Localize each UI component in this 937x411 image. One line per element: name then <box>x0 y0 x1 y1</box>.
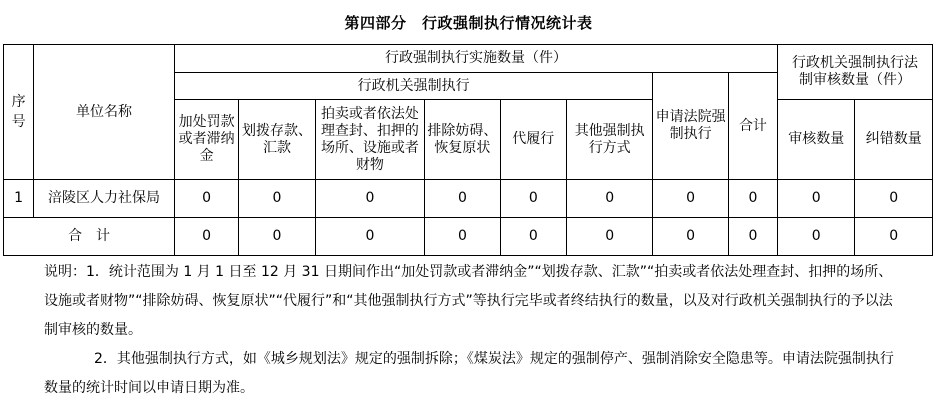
notes-section <box>44 258 904 403</box>
header-impl-count: 行政强制执行实施数量（件） <box>174 45 777 73</box>
total-row <box>4 218 933 256</box>
row-unit: 涪陵区人力社保局 <box>34 180 175 218</box>
header-col-auction: 拍卖或者依法处理查封、扣押的场所、设施或者财物 <box>315 100 425 180</box>
total-value: 0 <box>239 218 315 256</box>
row-value: 0 <box>315 180 425 218</box>
row-value: 0 <box>855 180 933 218</box>
row-seq: 1 <box>4 180 34 218</box>
row-value: 0 <box>500 180 566 218</box>
header-court-apply: 申请法院强制执行 <box>653 73 728 180</box>
total-value: 0 <box>315 218 425 256</box>
total-value: 0 <box>425 218 500 256</box>
total-label: 合 计 <box>4 218 175 256</box>
note-2: 2．其他强制执行方式，如《城乡规划法》规定的强制拆除；《煤炭法》规定的强制停产、强制消除安全隐患等。申请法院强制执行数量的统计时间以申请日期为准。 <box>44 351 894 396</box>
header-review-correct: 纠错数量 <box>855 100 933 180</box>
header-admin-exec: 行政机关强制执行 <box>174 73 653 100</box>
total-value: 0 <box>728 218 777 256</box>
enforcement-stats-table <box>3 44 933 256</box>
header-col-substitute: 代履行 <box>500 100 566 180</box>
total-value: 0 <box>653 218 728 256</box>
report-title: 第四部分 行政强制执行情况统计表 <box>344 14 593 32</box>
header-review-audit: 审核数量 <box>778 100 855 180</box>
row-value: 0 <box>653 180 728 218</box>
row-value: 0 <box>728 180 777 218</box>
header-col-fine: 加处罚款或者滞纳金 <box>174 100 238 180</box>
total-value: 0 <box>500 218 566 256</box>
header-col-remove: 排除妨碍、恢复原状 <box>425 100 500 180</box>
header-seq: 序号 <box>4 45 34 180</box>
row-value: 0 <box>566 180 652 218</box>
total-value: 0 <box>778 218 855 256</box>
total-value: 0 <box>174 218 238 256</box>
header-unit-name: 单位名称 <box>34 45 175 180</box>
total-value: 0 <box>566 218 652 256</box>
row-value: 0 <box>778 180 855 218</box>
header-col-other: 其他强制执行方式 <box>566 100 652 180</box>
row-value: 0 <box>174 180 238 218</box>
total-value: 0 <box>855 218 933 256</box>
header-review-count: 行政机关强制执行法制审核数量（件） <box>778 45 933 100</box>
header-col-transfer: 划拨存款、汇款 <box>239 100 315 180</box>
note-1: 说明：1．统计范围为 1 月 1 日至 12 月 31 日期间作出“加处罚款或者滞纳金”“划拨存款、汇款”“拍卖或者依法处理查封、扣押的场所、设施或者财物”“排除妨碍、恢复原状”“代履行”和“其他强制执行方式”等执行完毕或者终结执行的数量，以及对行政机关强制执行的予以法制审核的数量。 <box>44 264 893 338</box>
header-subtotal: 合计 <box>728 73 777 180</box>
row-value: 0 <box>239 180 315 218</box>
table-row <box>4 180 933 218</box>
row-value: 0 <box>425 180 500 218</box>
